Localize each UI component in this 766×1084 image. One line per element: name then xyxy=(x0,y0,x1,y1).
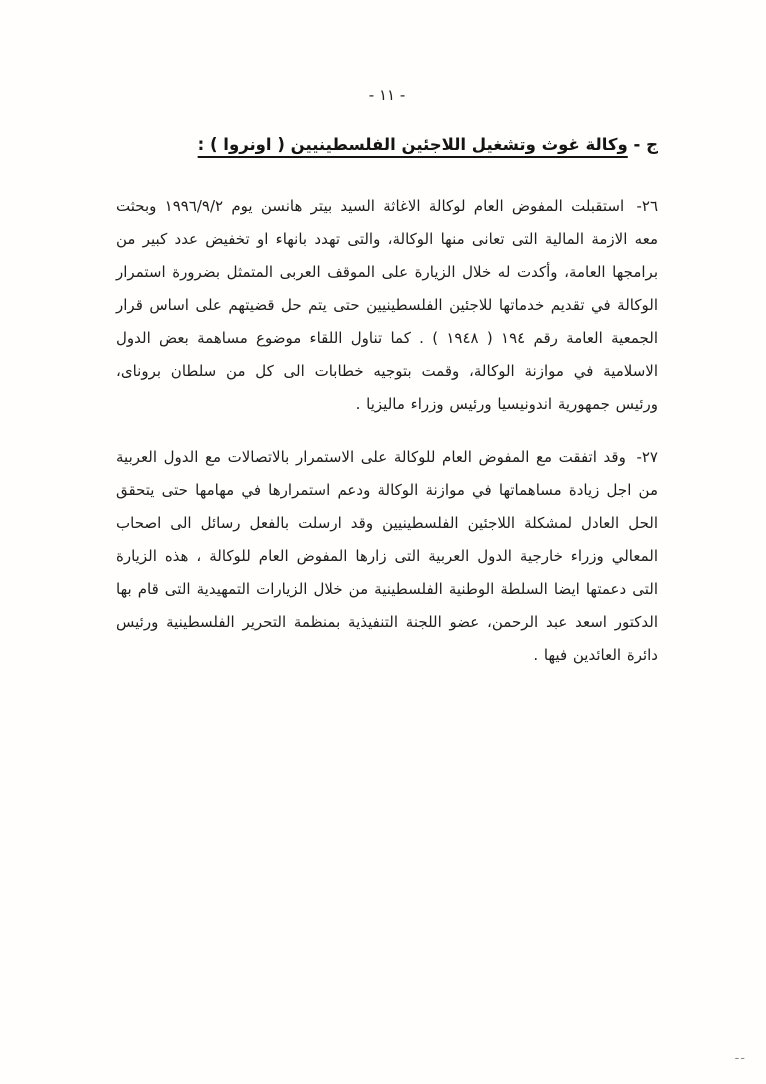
section-heading xyxy=(116,133,658,157)
footer-scan-mark: -- xyxy=(734,1051,746,1066)
document-content xyxy=(116,85,658,672)
paragraph-26-text: استقبلت المفوض العام لوكالة الاغاثة السيد بيتر هانسن يوم ١٩٩٦/٩/٢ وبحثت معه الازمة المالية التى تعانى منها الوكالة، والتى تهدد بانهاء او تخفيض عدد كبير من برامجها العامة، وأكدت له خلال الزيارة على الموقف العربى المتمثل بضرورة استمرار الوكالة في تقديم خدماتها للاجئين الفلسطينيين حتى يتم حل قضيتهم على اساس قرار الجمعية العامة رقم ١٩٤ ( ١٩٤٨ ) . كما تناول اللقاء موضوع مساهمة بعض الدول الاسلامية في موازنة الوكالة، وقمت بتوجيه خطابات الى كل من سلطان بروناى، ورئيس جمهورية اندونيسيا ورئيس وزراء ماليزيا . xyxy=(116,197,658,413)
paragraph-27-text: وقد اتفقت مع المفوض العام للوكالة على الاستمرار بالاتصالات مع الدول العربية من اجل زيادة مساهماتها في موازنة الوكالة ودعم استمرارها في مهامها حتى يتحقق الحل العادل لمشكلة اللاجئين الفلسطينيين وقد ارسلت بالفعل رسائل الى اصحاب المعالي وزراء خارجية الدول العربية التى زارها المفوض العام للوكالة ، هذه الزيارة التى دعمتها ايضا السلطة الوطنية الفلسطينية من خلال الزيارات التمهيدية التى قام بها الدكتور اسعد عبد الرحمن، عضو اللجنة التنفيذية بمنظمة التحرير الفلسطينية ورئيس دائرة العائدين فيها . xyxy=(116,448,658,664)
paragraph-27-number: ٢٧- xyxy=(636,448,658,466)
page-number: - ١١ - xyxy=(368,86,406,104)
section-letter: ج - xyxy=(627,135,658,154)
section-title: وكالة غوث وتشغيل اللاجئين الفلسطينيين ( اونروا ) : xyxy=(197,135,628,154)
paragraph-26-number: ٢٦- xyxy=(636,197,659,215)
paragraph-26 xyxy=(116,190,658,421)
paragraph-27 xyxy=(116,441,658,672)
